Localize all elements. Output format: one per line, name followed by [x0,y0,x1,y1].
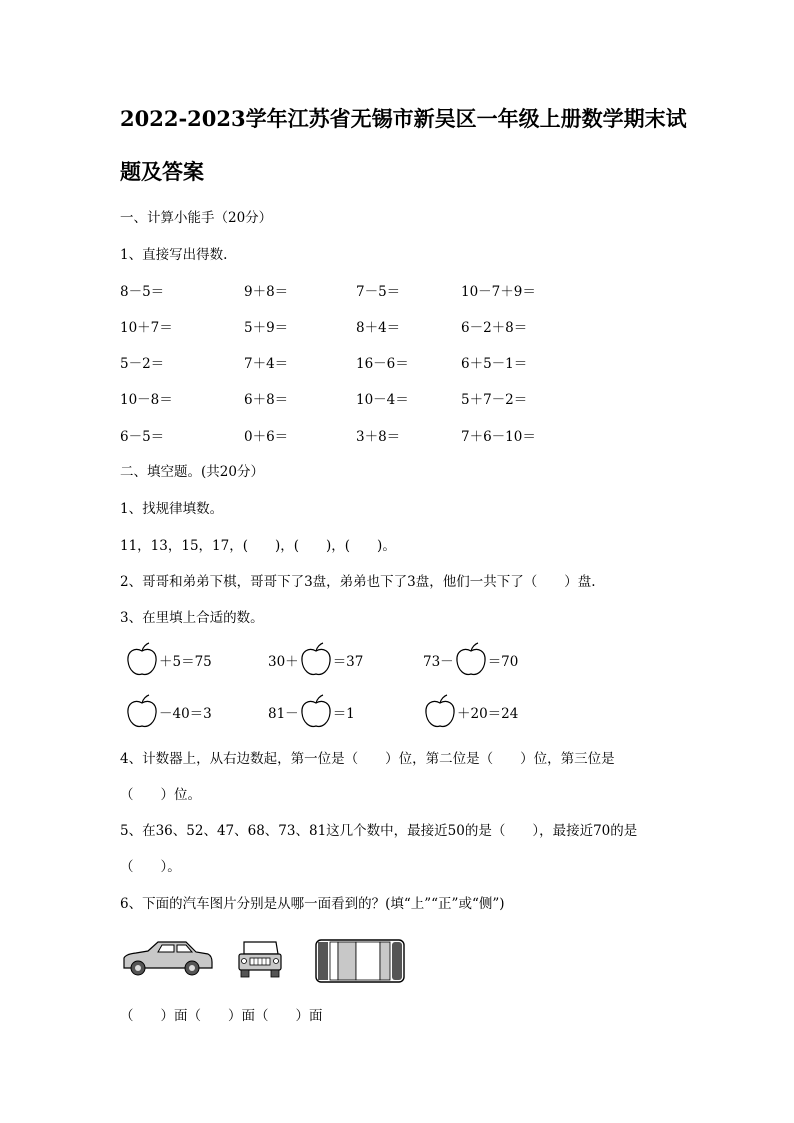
question-2-4-line1: 4、计数器上，从右边数起，第一位是（ ）位，第二位是（ ）位，第三位是 [120,751,615,767]
question-1-1: 1、直接写出得数. [120,247,228,263]
question-2-3: 3、在里填上合适的数。 [120,610,264,626]
section1-heading: 一、计算小能手（20分） [120,210,273,226]
car-front-view-icon [236,938,284,980]
eq-suffix: ＋20＝24 [457,706,519,722]
calc-problem: 8＋4＝ [356,320,401,336]
calc-problem: 10－7＋9＝ [461,284,536,300]
calc-problem: 9＋8＝ [244,284,289,300]
question-2-5-line1: 5、在36、52、47、68、73、81这几个数中，最接近50的是（ ），最接近70的是 [120,823,638,839]
apple-equation-1 [125,642,212,678]
apple-icon [125,642,159,678]
car-side-view-icon [120,938,214,978]
view-answer-blanks: （ ）面（ ）面（ ）面 [120,1008,323,1024]
apple-icon [299,694,333,730]
calc-problem: 6＋5－1＝ [461,356,528,372]
eq-suffix: ＋5＝75 [159,654,212,670]
calc-problem: 5＋9＝ [244,320,289,336]
question-2-5-line2: （ ）。 [120,859,181,875]
calc-problem: 10－4＝ [356,392,409,408]
eq-prefix: 81－ [268,706,299,722]
car-top-view-icon [314,938,406,984]
calc-problem: 6＋8＝ [244,392,289,408]
apple-equation-4 [125,694,212,730]
apple-equation-2 [268,642,363,678]
question-2-2: 2、哥哥和弟弟下棋，哥哥下了3盘，弟弟也下了3盘，他们一共下了（ ）盘. [120,574,596,590]
apple-equation-5 [268,694,355,730]
calc-problem: 5－2＝ [120,356,165,372]
calc-problem: 6－5＝ [120,429,165,445]
calc-problem: 7－5＝ [356,284,401,300]
calc-problem: 6－2＋8＝ [461,320,528,336]
eq-prefix: 73－ [423,654,454,670]
question-2-6: 6、下面的汽车图片分别是从哪一面看到的？(填“上”“正”或“侧”) [120,896,505,912]
apple-icon [299,642,333,678]
apple-equation-3 [423,642,518,678]
calc-problem: 0＋6＝ [244,429,289,445]
eq-suffix: ＝1 [332,706,355,722]
question-2-4-line2: （ ）位。 [120,787,201,803]
eq-suffix: ＝37 [332,654,364,670]
eq-suffix: ＝70 [487,654,519,670]
sequence-line: 11，13，15，17，( )，( )，( )。 [120,538,396,554]
apple-icon [125,694,159,730]
calc-problem: 10＋7＝ [120,320,173,336]
section2-heading: 二、填空题。(共20分） [120,464,264,480]
calc-problem: 8－5＝ [120,284,165,300]
question-2-1: 1、找规律填数。 [120,501,224,517]
calc-problem: 7＋6－10＝ [461,429,536,445]
apple-equation-6 [423,694,518,730]
apple-icon [454,642,488,678]
calc-problem: 10－8＝ [120,392,173,408]
calc-problem: 16－6＝ [356,356,409,372]
calc-problem: 5＋7－2＝ [461,392,528,408]
apple-icon [423,694,457,730]
eq-suffix: －40＝3 [159,706,212,722]
page-title: 2022-2023学年江苏省无锡市新吴区一年级上册数学期末试题及答案 [120,106,687,184]
calc-problem: 3＋8＝ [356,429,401,445]
eq-prefix: 30＋ [268,654,299,670]
calc-problem: 7＋4＝ [244,356,289,372]
